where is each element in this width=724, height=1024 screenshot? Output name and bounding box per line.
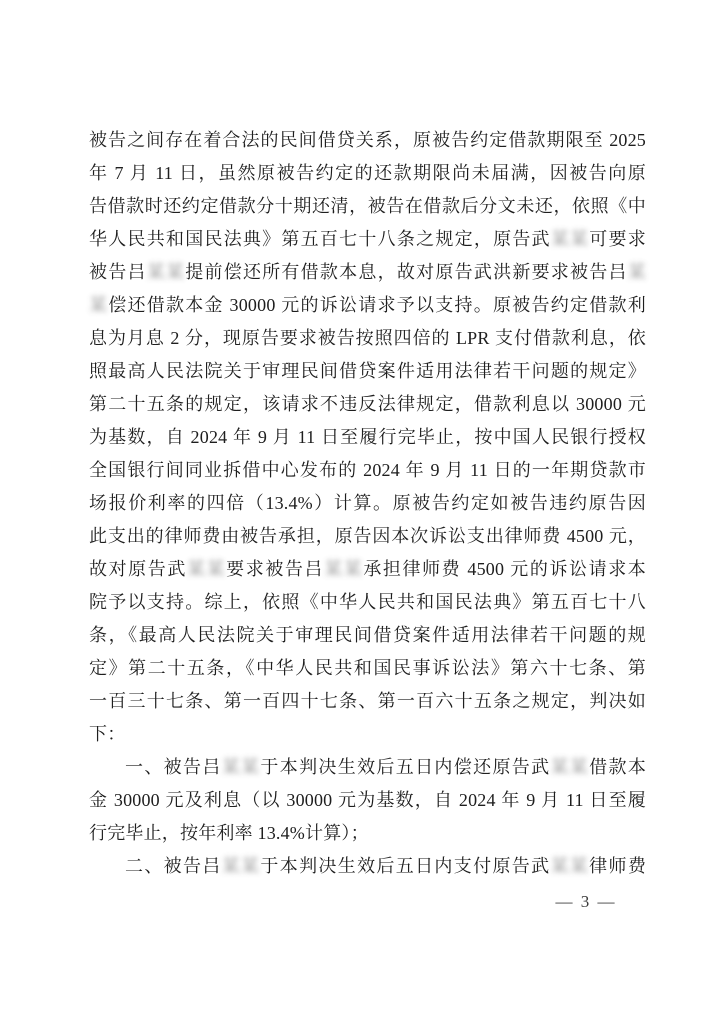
line-text: 定》第二十五条，《中华人民共和国民事诉讼法》第六十七条、第 [89, 658, 646, 678]
redacted-name: 某某 [186, 559, 227, 579]
line-text: 院予以支持。综上，依照《中华人民共和国民法典》第五百七十八 [89, 592, 646, 612]
document-line [89, 157, 646, 190]
line-text: 告借款时还约定借款分十期还清，被告在借款后分文未还，依照《中 [89, 196, 646, 216]
redacted-name: 某某 [324, 559, 364, 579]
line-text: 行完毕止，按年利率 13.4%计算）； [89, 823, 369, 843]
document-line [89, 421, 646, 454]
redacted-name: 某某 [221, 856, 261, 876]
line-text: 被告吕 [89, 262, 147, 282]
document-line [89, 817, 646, 850]
line-text: 场报价利率的四倍（13.4%）计算。原被告约定如被告违约原告因 [89, 493, 646, 513]
document-line [89, 652, 646, 685]
document-line [89, 388, 646, 421]
line-text: 律师费 [589, 856, 647, 876]
document-line [89, 355, 646, 388]
document-line [89, 718, 646, 751]
line-text: 承担律师费 4500 元的诉讼请求本 [363, 559, 647, 579]
line-text: 条，《最高人民法院关于审理民间借贷案件适用法律若干问题的规 [89, 625, 646, 645]
document-line [89, 487, 646, 520]
document-line [89, 289, 646, 322]
redacted-name: 某某 [221, 757, 261, 777]
document-line [89, 256, 646, 289]
document-line [89, 223, 646, 256]
document-line [89, 520, 646, 553]
redacted-name: 某某 [146, 262, 186, 282]
line-text: 下： [89, 724, 126, 744]
line-text: 要求被告吕 [226, 559, 325, 579]
line-text: 金 30000 元及利息（以 30000 元为基数，自 2024 年 9 月 11 日至履 [89, 790, 646, 810]
line-text: 故对原告武 [89, 559, 187, 579]
line-text: 借款本 [589, 757, 647, 777]
line-text: 年 7 月 11 日，虽然原被告约定的还款期限尚未届满，因被告向原 [89, 163, 646, 183]
document-line [89, 850, 646, 883]
page-number: — 3 — [555, 892, 617, 911]
document-line [89, 586, 646, 619]
document-line [89, 454, 646, 487]
line-text: 可要求 [589, 229, 646, 249]
line-text: 一百三十七条、第一百四十七条、第一百六十五条之规定，判决如 [89, 691, 646, 711]
line-text: 第二十五条的规定，该请求不违反法律规定，借款利息以 30000 元 [89, 394, 646, 414]
document-line [89, 322, 646, 355]
redacted-name: 某某 [550, 757, 590, 777]
line-text: 一、被告吕 [125, 757, 222, 777]
line-text: 偿还借款本金 30000 元的诉讼请求予以支持。原被告约定借款利 [108, 295, 647, 315]
line-text: 华人民共和国民法典》第五百七十八条之规定，原告武 [89, 229, 551, 249]
redacted-name: 某 [627, 262, 646, 282]
redacted-name: 某某 [550, 229, 590, 249]
line-text: 提前偿还所有借款本息，故对原告武洪新要求被告吕 [185, 262, 628, 282]
line-text: 息为月息 2 分，现原告要求被告按照四倍的 LPR 支付借款利息，依 [89, 328, 646, 348]
line-text: 被告之间存在着合法的民间借贷关系，原被告约定借款期限至 2025 [89, 130, 646, 150]
line-text: 二、被告吕 [125, 856, 222, 876]
document-line [89, 190, 646, 223]
document-body [89, 124, 646, 883]
document-line [89, 619, 646, 652]
line-text: 照最高人民法院关于审理民间借贷案件适用法律若干问题的规定》 [89, 361, 646, 381]
line-text: 全国银行间同业拆借中心发布的 2024 年 9 月 11 日的一年期贷款市 [89, 460, 646, 480]
document-line [89, 124, 646, 157]
line-text: 于本判决生效后五日内支付原告武 [260, 856, 551, 876]
document-line [89, 784, 646, 817]
line-text: 于本判决生效后五日内偿还原告武 [260, 757, 551, 777]
redacted-name: 某某 [550, 856, 590, 876]
line-text: 为基数，自 2024 年 9 月 11 日至履行完毕止，按中国人民银行授权 [89, 427, 646, 447]
document-line [89, 685, 646, 718]
document-line [89, 553, 646, 586]
document-line [89, 751, 646, 784]
line-text: 此支出的律师费由被告承担，原告因本次诉讼支出律师费 4500 元， [89, 526, 646, 546]
redacted-name: 某 [89, 295, 109, 315]
